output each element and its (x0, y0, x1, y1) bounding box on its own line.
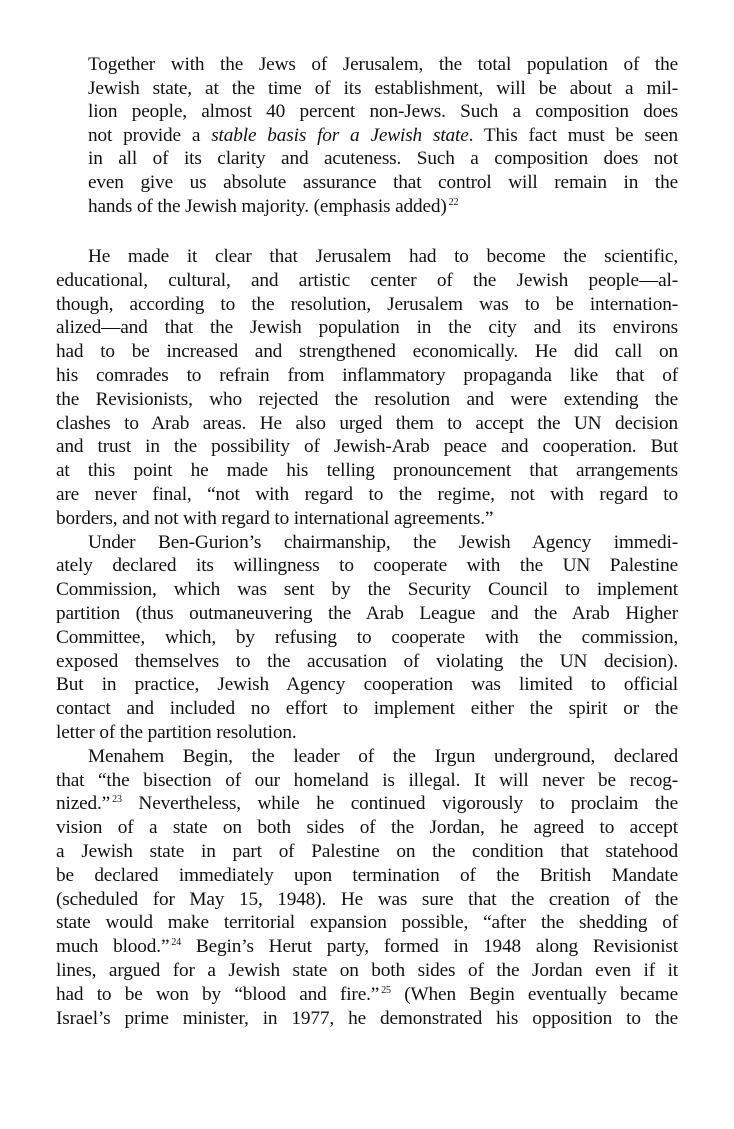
text-run: Begin’s Herut party, formed in 1948 along Revisionist (181, 936, 678, 958)
text-line: ately declared its willingness to cooperate with the UN Palestine (56, 555, 678, 577)
quote-line: Jewish state, at the time of its establishment, will be about a mil- (88, 77, 678, 99)
text-line: (scheduled for May 15, 1948). He was sure that the creation of the (56, 888, 678, 910)
text-line: though, according to the resolution, Jerusalem was to be internation- (56, 293, 678, 315)
text-line: Committee, which, by refusing to cooperate with the commission, (56, 626, 678, 648)
quote-line: even give us absolute assurance that control will remain in the (88, 171, 678, 193)
quote-line (88, 195, 678, 219)
text-line: But in practice, Jewish Agency cooperation was limited to official (56, 674, 678, 696)
text-run: much blood.” (56, 936, 170, 958)
text-line: Commission, which was sent by the Security Council to implement (56, 579, 678, 601)
paragraph (56, 531, 678, 745)
block-quote (88, 53, 678, 218)
text-line: exposed themselves to the accusation of violating the UN decision). (56, 650, 678, 672)
text-line: state would make territorial expansion possible, “after the shedding of (56, 912, 678, 934)
text-line: are never final, “not with regard to the regime, not with regard to (56, 483, 678, 505)
text-line: Under Ben-Gurion’s chairmanship, the Jewish Agency immedi- (88, 531, 678, 553)
text-line: Israel’s prime minister, in 1977, he demonstrated his opposition to the (56, 1007, 678, 1029)
footnote-marker: 22 (448, 196, 459, 208)
quote-line: Together with the Jews of Jerusalem, the total population of the (88, 54, 678, 75)
text-run: Nevertheless, while he continued vigorously to proclaim the (121, 793, 678, 815)
text-line: partition (thus outmaneuvering the Arab League and the Arab Higher (56, 602, 678, 624)
footnote-marker: 23 (112, 794, 122, 806)
text-line: vision of a state on both sides of the Jordan, he agreed to accept (56, 817, 678, 839)
text-line: at this point he made his telling pronouncement that arrangements (56, 460, 678, 482)
text-line: his comrades to refrain from inflammatory propaganda like that of (56, 364, 678, 386)
text-line: contact and included no effort to implement either the spirit or the (56, 698, 678, 720)
text-run: (When Begin eventually became (390, 983, 678, 1005)
text-line: and trust in the possibility of Jewish-Arab peace and cooperation. But (56, 436, 678, 458)
quote-line (88, 124, 678, 148)
quote-line: in all of its clarity and acuteness. Such a composition does not (88, 148, 678, 170)
body-text (56, 245, 678, 1030)
footnote-marker: 24 (171, 937, 182, 949)
quote-text: hands of the Jewish majority. (emphasis added) (88, 195, 447, 217)
quote-text: not provide a (88, 124, 212, 146)
quote-text: . This fact must be seen (468, 124, 678, 146)
text-line: had to be increased and strengthened economically. He did call on (56, 341, 678, 363)
text-line: lines, argued for a Jewish state on both sides of the Jordan even if it (56, 959, 678, 981)
paragraph (56, 745, 678, 1031)
text-line: alized—and that the Jewish population in the city and its environs (56, 317, 678, 339)
text-line: He made it clear that Jerusalem had to become the scientific, (88, 246, 678, 267)
footnote-marker: 25 (381, 984, 391, 996)
text-line: educational, cultural, and artistic center of the Jewish people—al- (56, 269, 678, 291)
text-line: that “the bisection of our homeland is illegal. It will never be recog- (56, 769, 678, 791)
text-line: clashes to Arab areas. He also urged them to accept the UN decision (56, 412, 678, 434)
text-line (56, 792, 678, 816)
text-line: be declared immediately upon termination of the British Mandate (56, 864, 678, 886)
text-line: Menahem Begin, the leader of the Irgun underground, declared (88, 745, 678, 767)
paragraph (56, 245, 678, 531)
text-run: had to be won by “blood and fire.” (56, 983, 380, 1005)
text-line: the Revisionists, who rejected the resolution and were extending the (56, 388, 678, 410)
text-line: borders, and not with regard to international agreements.” (56, 507, 494, 529)
text-line (56, 983, 678, 1007)
text-line (56, 935, 678, 959)
text-line: letter of the partition resolution. (56, 721, 297, 743)
emphasis-text: stable basis for a Jewish state (211, 124, 469, 146)
text-line: a Jewish state in part of Palestine on the condition that statehood (56, 840, 678, 862)
text-run: nized.” (56, 793, 111, 815)
quote-line: lion people, almost 40 percent non-Jews. Such a composition does (88, 101, 678, 123)
